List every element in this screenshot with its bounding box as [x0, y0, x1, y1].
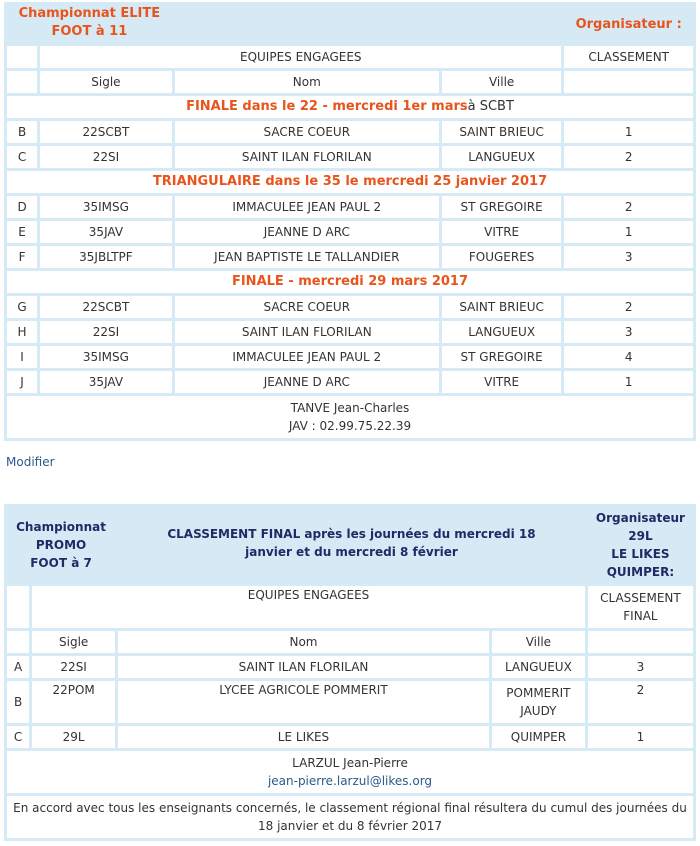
elite-section-2: TRIANGULAIRE dans le 35 le mercredi 25 janvier 2017 [7, 171, 693, 193]
table-row: B 22SCBT SACRE COEUR SAINT BRIEUC 1 [7, 121, 693, 143]
elite-organiser-label: Organisateur : [575, 16, 682, 32]
elite-section-3: FINALE - mercredi 29 mars 2017 [7, 271, 693, 293]
promo-table [4, 504, 696, 841]
promo-col-ranking: CLASSEMENT FINAL [588, 586, 693, 628]
table-row: E 35JAV JEANNE D ARC VITRE 1 [7, 221, 693, 243]
promo-organiser: Organisateur 29L LE LIKES QUIMPER: [595, 511, 685, 579]
table-row: A 22SI SAINT ILAN FLORILAN LANGUEUX 3 [7, 656, 693, 678]
promo-contact-name: LARZUL Jean-Pierre [292, 756, 408, 770]
promo-title-line2: PROMO [35, 538, 87, 552]
promo-title-line1: Championnat [16, 520, 106, 534]
table-row: C 22SI SAINT ILAN FLORILAN LANGUEUX 2 [7, 146, 693, 168]
table-row: D 35IMSG IMMACULEE JEAN PAUL 2 ST GREGOIRE 2 [7, 196, 693, 218]
elite-table [4, 2, 696, 441]
table-row: H 22SI SAINT ILAN FLORILAN LANGUEUX 3 [7, 321, 693, 343]
promo-header-center [118, 507, 585, 583]
table-row: G 22SCBT SACRE COEUR SAINT BRIEUC 2 [7, 296, 693, 318]
table-row: F 35JBLTPF JEAN BAPTISTE LE TALLANDIER FOUGERES 3 [7, 246, 693, 268]
elite-header-title [7, 5, 172, 43]
promo-contact [7, 751, 693, 793]
elite-col-sigle: Sigle [40, 71, 172, 93]
promo-contact-email[interactable]: jean-pierre.larzul@likes.org [267, 774, 433, 788]
table-row: C 29L LE LIKES QUIMPER 1 [7, 726, 693, 748]
elite-organiser [564, 5, 693, 43]
elite-title-line1: Championnat ELITE [18, 6, 161, 21]
table-row: B 22POM LYCEE AGRICOLE POMMERIT POMMERIT JAUDY 2 [7, 681, 693, 723]
promo-center-line1: CLASSEMENT FINAL après les journées du mercredi 18 [167, 527, 536, 541]
promo-center-line2: janvier et du mercredi 8 février [245, 545, 458, 559]
promo-col-teams: EQUIPES ENGAGEES [32, 586, 585, 628]
promo-col-ville: Ville [492, 631, 585, 653]
promo-note: En accord avec tous les enseignants concernés, le classement régional final résultera du cumul des journées du 18 janvier et du 8 février 2017 [7, 796, 693, 838]
promo-title-line3: FOOT à 7 [30, 556, 92, 570]
modify-link[interactable]: Modifier [6, 455, 55, 469]
promo-header-title [7, 507, 115, 583]
elite-col-teams: EQUIPES ENGAGEES [40, 46, 561, 68]
elite-col-ville: Ville [442, 71, 562, 93]
table-row: J 35JAV JEANNE D ARC VITRE 1 [7, 371, 693, 393]
promo-col-sigle: Sigle [32, 631, 115, 653]
elite-contact-name: TANVE Jean-Charles [290, 401, 410, 415]
table-row: I 35IMSG IMMACULEE JEAN PAUL 2 ST GREGOIRE 4 [7, 346, 693, 368]
promo-col-nom: Nom [118, 631, 489, 653]
elite-contact-phone: JAV : 02.99.75.22.39 [288, 419, 412, 433]
elite-section-1: FINALE dans le 22 - mercredi 1er marsà SCBT [7, 96, 693, 118]
elite-contact [7, 396, 693, 438]
elite-col-ranking: CLASSEMENT [564, 46, 693, 68]
elite-title-line2: FOOT à 11 [51, 24, 128, 39]
elite-col-nom: Nom [175, 71, 439, 93]
